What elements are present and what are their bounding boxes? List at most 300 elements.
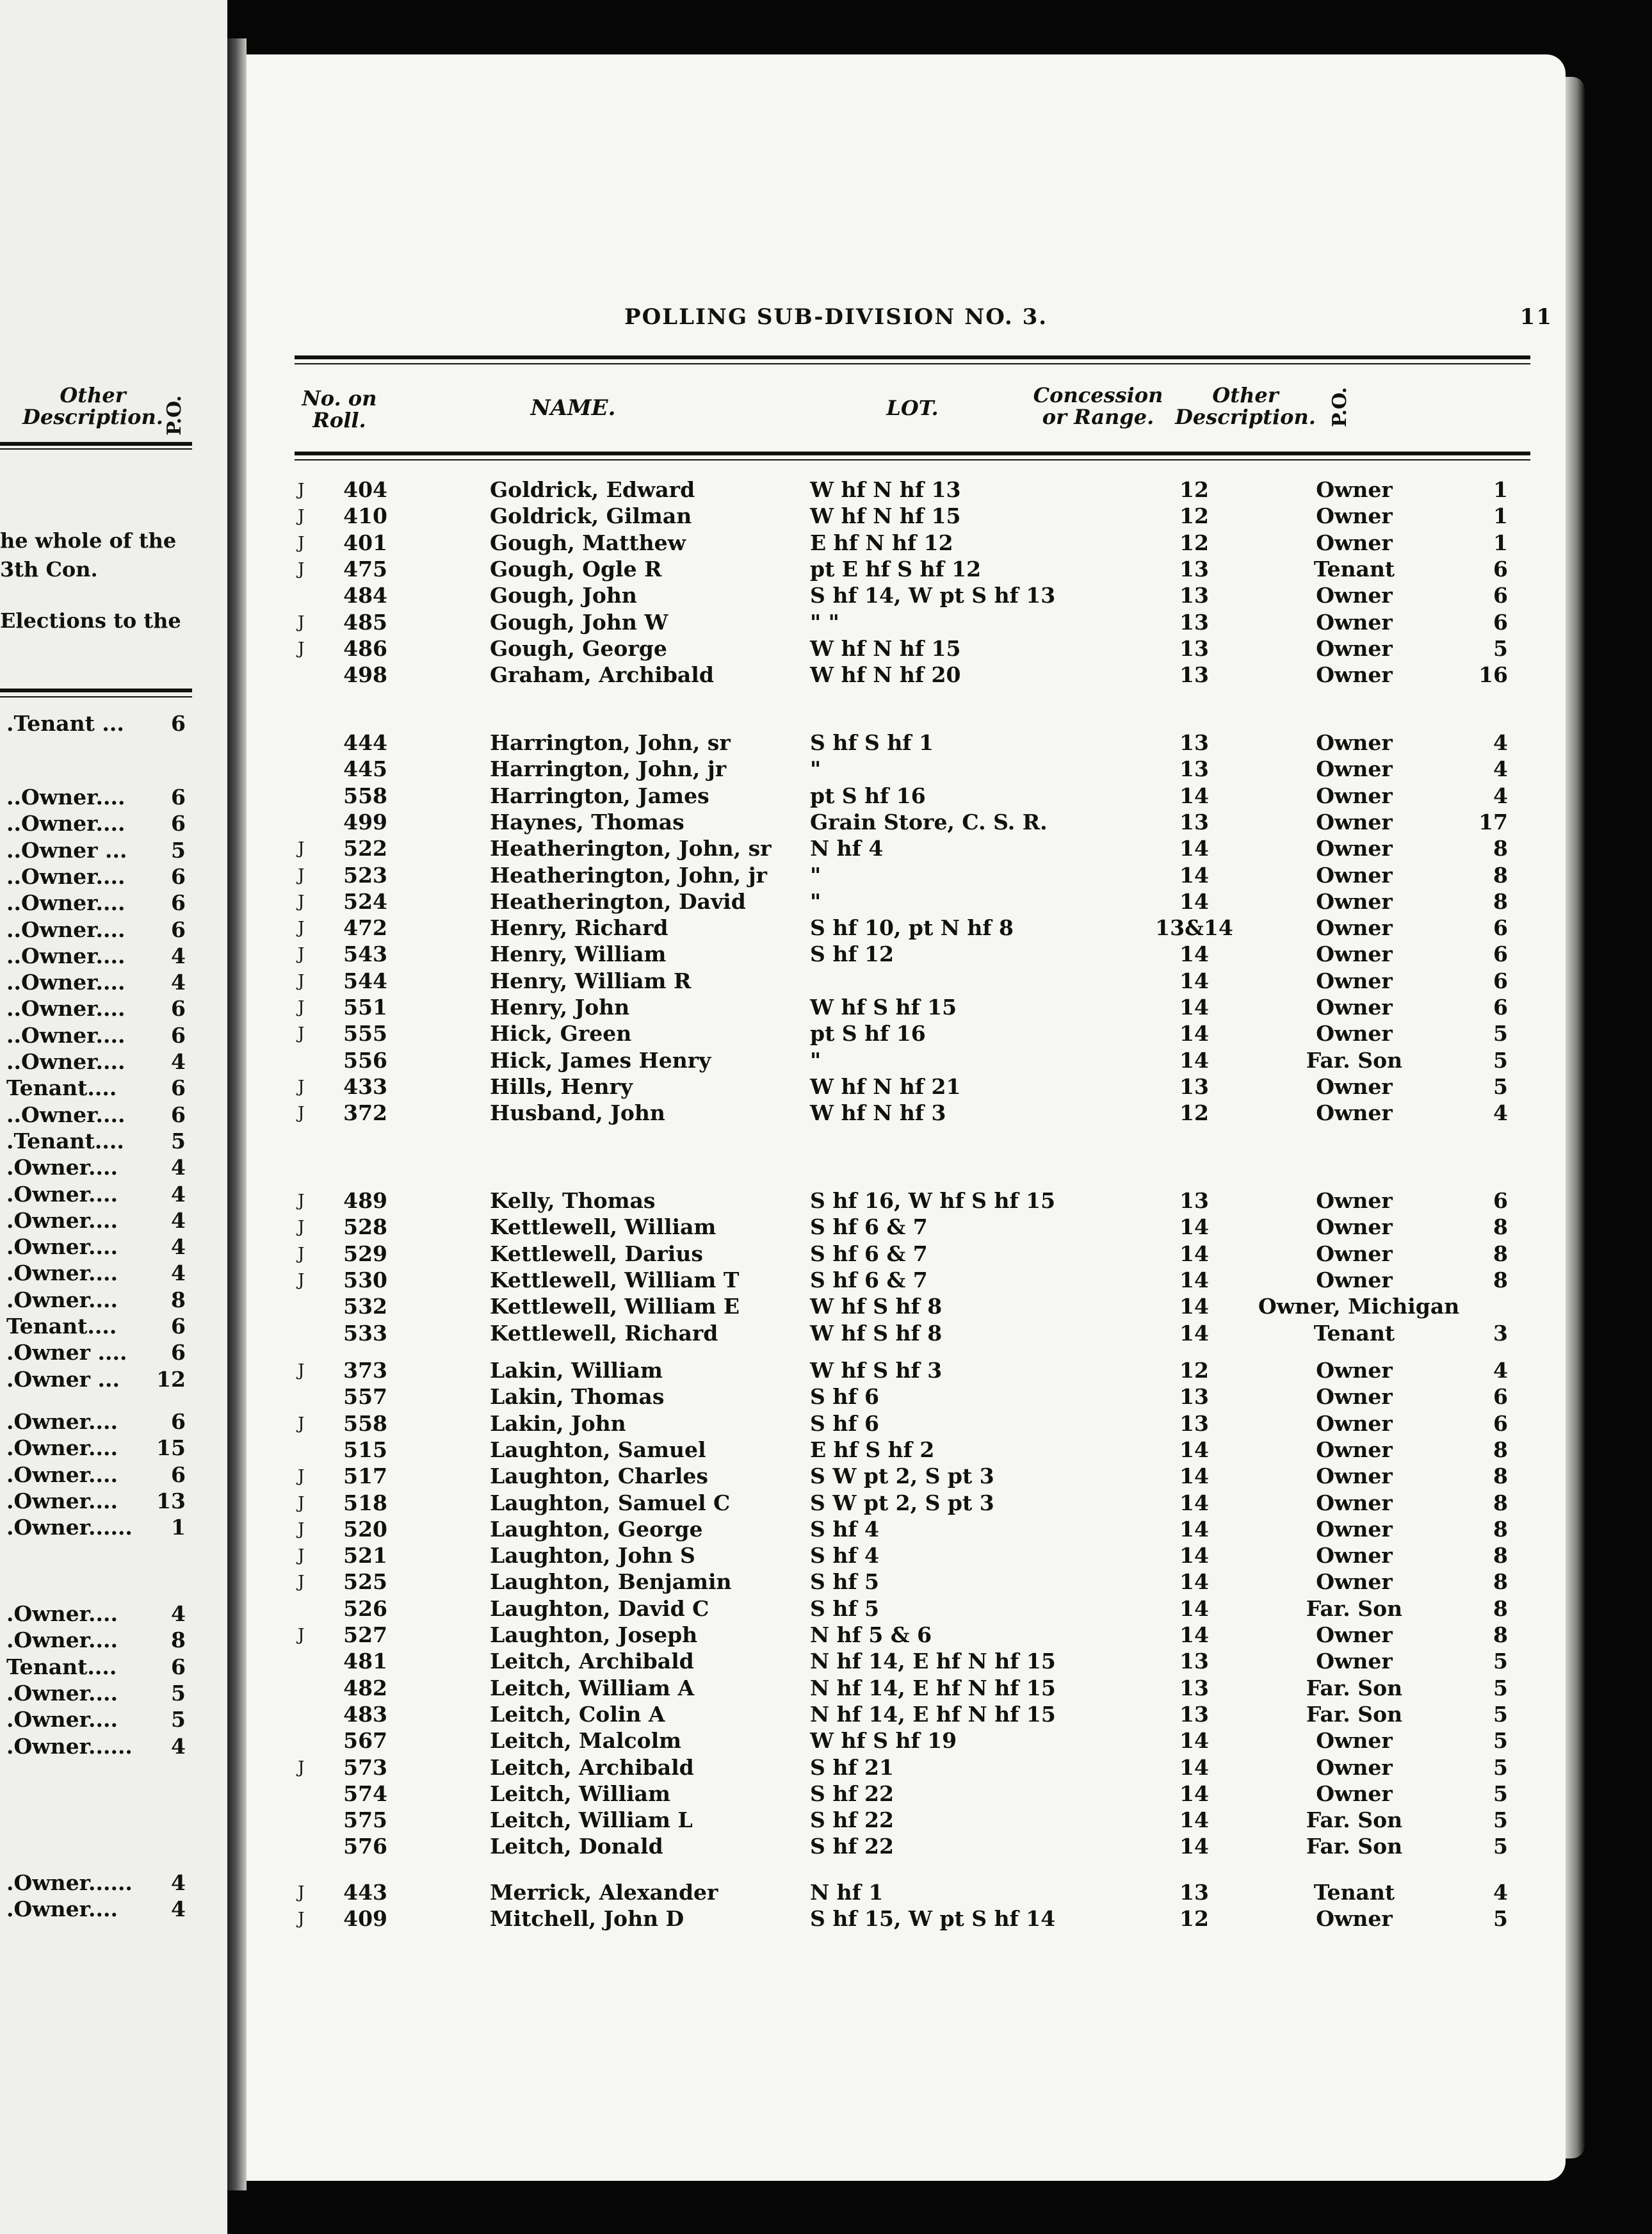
table-row — [298, 477, 1514, 503]
left-table-row — [6, 1208, 186, 1234]
roll-number: 498 — [343, 662, 387, 687]
roll-number: 517 — [343, 1464, 387, 1488]
concession: 14 — [1179, 1569, 1209, 1594]
left-table-row — [6, 1870, 186, 1896]
post-office-number: 5 — [1493, 1676, 1508, 1700]
concession: 13 — [1179, 610, 1209, 635]
other-description: Owner — [1316, 730, 1393, 755]
left-table-row — [6, 1182, 186, 1207]
left-table-row — [6, 1340, 186, 1366]
roll-mark: J — [298, 1244, 305, 1264]
left-table-row — [6, 1049, 186, 1075]
left-post-office-number: 6 — [171, 811, 186, 836]
post-office-number: 6 — [1493, 1411, 1508, 1436]
post-office-number: 6 — [1493, 968, 1508, 993]
lot-description: S hf S hf 1 — [810, 730, 934, 755]
lot-description: S hf 6 & 7 — [810, 1268, 928, 1292]
lot-description: S W pt 2, S pt 3 — [810, 1490, 994, 1515]
other-description: Tenant — [1313, 557, 1395, 582]
roll-number: 443 — [343, 1880, 387, 1905]
left-other-description: ..Owner.... — [6, 1049, 126, 1074]
concession: 12 — [1179, 1358, 1209, 1383]
voter-name: Merrick, Alexander — [490, 1880, 718, 1905]
voter-name: Goldrick, Edward — [490, 477, 695, 502]
left-post-office-number: 5 — [171, 838, 186, 863]
concession: 13 — [1179, 1880, 1209, 1905]
roll-mark: J — [298, 1191, 305, 1211]
lot-description: S hf 5 — [810, 1569, 879, 1594]
left-table-row — [6, 1155, 186, 1180]
other-description: Owner — [1316, 1411, 1393, 1436]
post-office-number: 8 — [1493, 889, 1508, 914]
left-post-office-number: 5 — [171, 1681, 186, 1706]
header-rule-bottom — [295, 452, 1530, 455]
left-other-description: .Owner .... — [6, 1340, 127, 1365]
post-office-number: 5 — [1493, 1834, 1508, 1859]
roll-number: 573 — [343, 1755, 387, 1780]
table-row — [298, 995, 1514, 1020]
post-office-number: 6 — [1493, 583, 1508, 608]
left-other-description: .Owner.... — [6, 1234, 118, 1259]
voter-name: Kettlewell, William — [490, 1214, 717, 1239]
left-post-office-number: 6 — [171, 864, 186, 889]
concession: 14 — [1179, 836, 1209, 861]
roll-mark: J — [298, 639, 305, 658]
lot-description: W hf S hf 8 — [810, 1321, 943, 1346]
voter-name: Henry, William — [490, 942, 667, 966]
lot-description: S hf 10, pt N hf 8 — [810, 915, 1014, 940]
other-description: Owner — [1316, 1437, 1393, 1462]
roll-number: 518 — [343, 1490, 387, 1515]
roll-number: 433 — [343, 1074, 387, 1099]
left-section-rule — [0, 689, 192, 692]
left-other-description: .Owner.... — [6, 1462, 118, 1487]
voter-name: Leitch, Donald — [490, 1834, 663, 1859]
left-other-description: .Owner...... — [6, 1515, 133, 1540]
concession: 14 — [1179, 1596, 1209, 1621]
other-description: Far. Son — [1306, 1676, 1403, 1700]
left-table-row — [6, 1601, 186, 1627]
post-office-number: 8 — [1493, 1517, 1508, 1542]
concession: 13 — [1179, 730, 1209, 755]
left-post-office-number: 8 — [171, 1287, 186, 1312]
roll-number: 530 — [343, 1268, 387, 1292]
left-post-office-number: 6 — [171, 1023, 186, 1048]
voter-name: Henry, Richard — [490, 915, 668, 940]
voter-name: Goldrick, Gilman — [490, 503, 692, 528]
post-office-number: 4 — [1493, 730, 1508, 755]
table-row — [298, 783, 1514, 809]
post-office-number: 8 — [1493, 1622, 1508, 1647]
roll-number: 372 — [343, 1100, 387, 1125]
lot-description: " — [810, 889, 822, 914]
lot-description: W hf N hf 13 — [810, 477, 961, 502]
left-post-office-number: 6 — [171, 917, 186, 942]
left-other-description: ..Owner ... — [6, 838, 127, 863]
left-other-description: .Owner.... — [6, 1601, 118, 1626]
left-table-row — [6, 838, 186, 863]
roll-number: 533 — [343, 1321, 387, 1346]
header-rule-top-thin — [295, 363, 1530, 364]
voter-name: Leitch, Archibald — [490, 1649, 694, 1674]
left-page-fragment — [0, 0, 227, 2234]
roll-number: 401 — [343, 530, 387, 555]
post-office-number: 16 — [1478, 662, 1508, 687]
post-office-number: 5 — [1493, 1048, 1508, 1073]
left-table-row — [6, 1075, 186, 1101]
other-description: Owner — [1316, 836, 1393, 861]
left-other-description: .Tenant ... — [6, 711, 124, 736]
concession: 14 — [1179, 1755, 1209, 1780]
roll-number: 544 — [343, 968, 387, 993]
roll-number: 526 — [343, 1596, 387, 1621]
post-office-number: 8 — [1493, 836, 1508, 861]
table-row — [298, 915, 1514, 941]
other-description: Owner — [1316, 889, 1393, 914]
left-other-description: .Owner...... — [6, 1734, 133, 1759]
left-other-description: .Tenant.... — [6, 1129, 124, 1154]
table-row — [298, 1834, 1514, 1859]
left-table-row — [6, 864, 186, 890]
lot-description: N hf 5 & 6 — [810, 1622, 932, 1647]
table-row — [298, 836, 1514, 861]
concession: 13 — [1179, 756, 1209, 781]
roll-number: 574 — [343, 1781, 387, 1806]
concession: 14 — [1179, 968, 1209, 993]
lot-description: W hf N hf 21 — [810, 1074, 961, 1099]
left-other-description: .Owner.... — [6, 1260, 118, 1285]
left-post-office-number: 4 — [171, 1182, 186, 1207]
left-post-office-number: 12 — [156, 1367, 186, 1392]
lot-description: W hf S hf 15 — [810, 995, 957, 1020]
lot-description: S hf 15, W pt S hf 14 — [810, 1906, 1056, 1931]
left-table-row — [6, 1627, 186, 1653]
roll-number: 485 — [343, 610, 387, 635]
left-post-office-number: 4 — [171, 1734, 186, 1759]
table-row — [298, 1569, 1514, 1595]
table-row — [298, 1649, 1514, 1674]
table-row — [298, 1100, 1514, 1126]
header-name: NAME. — [530, 395, 616, 421]
lot-description: S hf 22 — [810, 1834, 894, 1859]
other-description: Owner — [1316, 968, 1393, 993]
concession: 14 — [1179, 889, 1209, 914]
voter-name: Husband, John — [490, 1100, 665, 1125]
left-other-description: ..Owner.... — [6, 1102, 126, 1127]
left-table-row — [6, 785, 186, 810]
voter-name: Gough, George — [490, 636, 667, 661]
roll-number: 558 — [343, 783, 387, 808]
other-description: Owner — [1316, 1268, 1393, 1292]
left-other-description: ..Owner.... — [6, 996, 126, 1021]
roll-mark: J — [298, 1218, 305, 1237]
roll-mark: J — [298, 1909, 305, 1928]
left-other-description: .Owner...... — [6, 1870, 133, 1895]
post-office-number: 1 — [1493, 530, 1508, 555]
left-table-row — [6, 1409, 186, 1435]
lot-description: S hf 14, W pt S hf 13 — [810, 583, 1056, 608]
post-office-number: 5 — [1493, 1755, 1508, 1780]
post-office-number: 8 — [1493, 1464, 1508, 1488]
book-gutter — [227, 38, 247, 2190]
roll-number: 475 — [343, 557, 387, 582]
other-description: Owner — [1316, 1384, 1393, 1409]
post-office-number: 8 — [1493, 863, 1508, 888]
roll-mark: J — [298, 866, 305, 885]
roll-mark: J — [298, 534, 305, 553]
roll-mark: J — [298, 918, 305, 938]
left-header-rule-thin — [0, 448, 192, 450]
concession: 13 — [1179, 636, 1209, 661]
roll-number: 445 — [343, 756, 387, 781]
other-description: Owner — [1316, 1781, 1393, 1806]
post-office-number: 8 — [1493, 1543, 1508, 1568]
left-other-description: Tenant.... — [6, 1654, 117, 1679]
other-description: Owner — [1316, 1543, 1393, 1568]
left-post-office-number: 6 — [171, 1409, 186, 1434]
lot-description: W hf S hf 3 — [810, 1358, 943, 1383]
left-text-line: he whole of the — [0, 528, 177, 553]
other-description: Owner — [1316, 662, 1393, 687]
roll-number: 484 — [343, 583, 387, 608]
roll-number: 482 — [343, 1676, 387, 1700]
other-description: Owner — [1316, 942, 1393, 966]
left-post-office-number: 4 — [171, 943, 186, 968]
lot-description: pt S hf 16 — [810, 1021, 926, 1046]
table-row — [298, 1755, 1514, 1781]
concession: 12 — [1179, 1906, 1209, 1931]
table-row — [298, 863, 1514, 888]
post-office-number: 8 — [1493, 1490, 1508, 1515]
lot-description: W hf N hf 20 — [810, 662, 961, 687]
other-description: Owner — [1316, 503, 1393, 528]
table-row — [298, 636, 1514, 662]
other-description: Owner — [1316, 610, 1393, 635]
left-post-office-number: 8 — [171, 1627, 186, 1652]
other-description: Owner — [1316, 915, 1393, 940]
left-other-description: ..Owner.... — [6, 943, 126, 968]
roll-mark: J — [298, 1883, 305, 1902]
table-row — [298, 889, 1514, 915]
post-office-number: 5 — [1493, 1649, 1508, 1674]
header-roll: No. on Roll. — [302, 386, 377, 432]
roll-number: 528 — [343, 1214, 387, 1239]
lot-description: " " — [810, 610, 839, 635]
voter-name: Leitch, William A — [490, 1676, 695, 1700]
other-description: Far. Son — [1306, 1048, 1403, 1073]
lot-description: S hf 21 — [810, 1755, 894, 1780]
table-row — [298, 1622, 1514, 1648]
voter-name: Kettlewell, William E — [490, 1294, 740, 1319]
roll-number: 524 — [343, 889, 387, 914]
roll-number: 521 — [343, 1543, 387, 1568]
left-other-description: .Owner.... — [6, 1155, 118, 1180]
table-row — [298, 1214, 1514, 1240]
lot-description: N hf 14, E hf N hf 15 — [810, 1676, 1056, 1700]
other-description: Owner — [1316, 1906, 1393, 1931]
concession: 14 — [1179, 1021, 1209, 1046]
left-table-row — [6, 1435, 186, 1461]
header-po: P.O. — [1329, 387, 1351, 427]
roll-number: 404 — [343, 477, 387, 502]
table-row — [298, 1188, 1514, 1214]
roll-mark: J — [298, 1361, 305, 1380]
left-other-description: .Owner.... — [6, 1182, 118, 1207]
roll-number: 515 — [343, 1437, 387, 1462]
lot-description: S hf 4 — [810, 1543, 879, 1568]
post-office-number: 5 — [1493, 636, 1508, 661]
left-other-description: ..Owner.... — [6, 785, 126, 810]
table-row — [298, 942, 1514, 967]
other-description: Owner, Michigan — [1258, 1294, 1460, 1319]
other-description: Owner — [1316, 1517, 1393, 1542]
concession: 14 — [1179, 1728, 1209, 1753]
roll-number: 522 — [343, 836, 387, 861]
concession: 13 — [1179, 1649, 1209, 1674]
roll-mark: J — [298, 945, 305, 964]
lot-description: S W pt 2, S pt 3 — [810, 1464, 994, 1488]
left-table-row — [6, 943, 186, 969]
concession: 14 — [1179, 942, 1209, 966]
roll-number: 567 — [343, 1728, 387, 1753]
concession: 14 — [1179, 1490, 1209, 1515]
left-header-rule — [0, 442, 192, 446]
roll-number: 525 — [343, 1569, 387, 1594]
left-table-row — [6, 1896, 186, 1922]
other-description: Owner — [1316, 1490, 1393, 1515]
left-other-description: ..Owner.... — [6, 970, 126, 995]
table-row — [298, 730, 1514, 756]
voter-name: Harrington, James — [490, 783, 709, 808]
roll-mark: J — [298, 1024, 305, 1043]
post-office-number: 17 — [1478, 810, 1508, 835]
header-concession: Concession or Range. — [1033, 383, 1163, 429]
left-post-office-number: 6 — [171, 1314, 186, 1339]
post-office-number: 5 — [1493, 1021, 1508, 1046]
voter-name: Kettlewell, William T — [490, 1268, 740, 1292]
left-post-office-number: 4 — [171, 1896, 186, 1921]
left-post-office-number: 6 — [171, 1340, 186, 1365]
other-description: Far. Son — [1306, 1702, 1403, 1727]
left-header-other-description: Other Description. — [22, 383, 163, 429]
lot-description: N hf 1 — [810, 1880, 884, 1905]
left-table-row — [6, 1462, 186, 1488]
lot-description: W hf S hf 8 — [810, 1294, 943, 1319]
roll-number: 472 — [343, 915, 387, 940]
concession: 13 — [1179, 1411, 1209, 1436]
other-description: Owner — [1316, 583, 1393, 608]
lot-description: W hf N hf 15 — [810, 636, 961, 661]
left-table-row — [6, 1367, 186, 1392]
table-row — [298, 503, 1514, 529]
page-edge — [1566, 77, 1585, 2158]
table-row — [298, 1321, 1514, 1346]
left-table-row — [6, 996, 186, 1022]
roll-mark: J — [298, 1104, 305, 1123]
voter-name: Hick, James Henry — [490, 1048, 711, 1073]
left-table-row — [6, 1515, 186, 1540]
left-table-row — [6, 1734, 186, 1759]
voter-name: Hills, Henry — [490, 1074, 633, 1099]
concession: 13 — [1179, 1074, 1209, 1099]
left-other-description: .Owner.... — [6, 1435, 118, 1460]
left-other-description: ..Owner.... — [6, 1023, 126, 1048]
roll-number: 576 — [343, 1834, 387, 1859]
roll-number: 532 — [343, 1294, 387, 1319]
voter-name: Haynes, Thomas — [490, 810, 684, 835]
roll-number: 558 — [343, 1411, 387, 1436]
voter-name: Lakin, John — [490, 1411, 626, 1436]
left-table-row — [6, 917, 186, 943]
post-office-number: 1 — [1493, 477, 1508, 502]
table-row — [298, 1294, 1514, 1319]
voter-name: Leitch, Malcolm — [490, 1728, 682, 1753]
left-table-row — [6, 1681, 186, 1706]
concession: 13 — [1179, 1188, 1209, 1213]
concession: 14 — [1179, 1517, 1209, 1542]
table-row — [298, 1021, 1514, 1047]
voter-name: Laughton, Samuel — [490, 1437, 706, 1462]
concession: 13 — [1179, 662, 1209, 687]
roll-mark: J — [298, 892, 305, 911]
voter-name: Heatherington, John, jr — [490, 863, 767, 888]
roll-number: 556 — [343, 1048, 387, 1073]
left-post-office-number: 6 — [171, 1075, 186, 1100]
concession: 14 — [1179, 1321, 1209, 1346]
voter-name: Gough, John — [490, 583, 637, 608]
roll-number: 409 — [343, 1906, 387, 1931]
post-office-number: 4 — [1493, 1100, 1508, 1125]
roll-mark: J — [298, 1271, 305, 1290]
roll-mark: J — [298, 1414, 305, 1433]
roll-number: 481 — [343, 1649, 387, 1674]
concession: 14 — [1179, 1807, 1209, 1832]
voter-name: Gough, John W — [490, 610, 668, 635]
other-description: Owner — [1316, 810, 1393, 835]
other-description: Owner — [1316, 783, 1393, 808]
roll-mark: J — [298, 1572, 305, 1592]
left-post-office-number: 4 — [171, 1870, 186, 1895]
lot-description: S hf 6 & 7 — [810, 1241, 928, 1266]
table-row — [298, 1464, 1514, 1489]
table-row — [298, 810, 1514, 835]
post-office-number: 6 — [1493, 610, 1508, 635]
concession: 14 — [1179, 1241, 1209, 1266]
table-row — [298, 1906, 1514, 1932]
table-row — [298, 1048, 1514, 1073]
table-row — [298, 1241, 1514, 1267]
page-number: 11 — [1519, 304, 1553, 330]
left-other-description: ..Owner.... — [6, 890, 126, 915]
concession: 12 — [1179, 477, 1209, 502]
table-row — [298, 1358, 1514, 1383]
lot-description: " — [810, 1048, 822, 1073]
concession: 14 — [1179, 995, 1209, 1020]
left-section-rule-thin — [0, 696, 192, 697]
post-office-number: 4 — [1493, 1358, 1508, 1383]
roll-number: 499 — [343, 810, 387, 835]
table-row — [298, 1411, 1514, 1437]
voter-name: Laughton, Samuel C — [490, 1490, 731, 1515]
left-post-office-number: 6 — [171, 711, 186, 736]
concession: 14 — [1179, 1781, 1209, 1806]
other-description: Far. Son — [1306, 1596, 1403, 1621]
left-other-description: .Owner.... — [6, 1409, 118, 1434]
left-post-office-number: 4 — [171, 1234, 186, 1259]
voter-name: Kettlewell, Darius — [490, 1241, 703, 1266]
header-rule-bottom-thin — [295, 459, 1530, 461]
other-description: Owner — [1316, 1755, 1393, 1780]
